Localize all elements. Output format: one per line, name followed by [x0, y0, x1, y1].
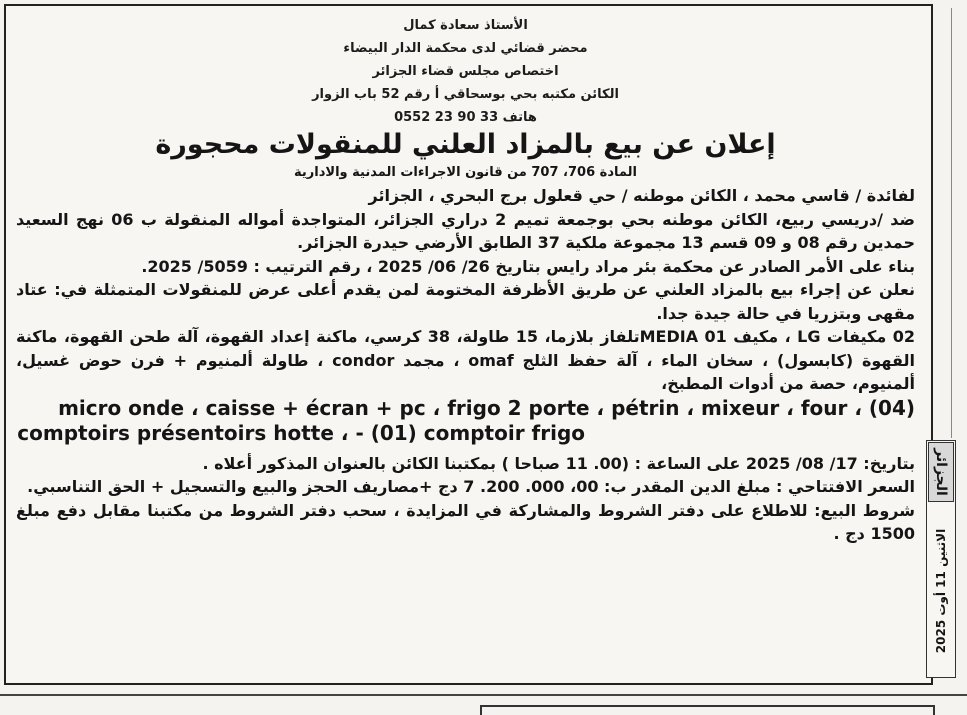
next-notice-box-edge: [480, 705, 935, 715]
notice-footer: [16, 452, 915, 546]
sale-date-paragraph: بتاريخ: 17/ 08/ 2025 على الساعة : (00. 11 صباحا ) بمكتبنا الكائن بالعنوان المذكور أعلاه .: [202, 453, 915, 473]
court-order-paragraph: بناء على الأمر الصادر عن محكمة بئر مراد رايس بتاريخ 26/ 06/ 2025 ، رقم الترتيب : 5059/ 2025.: [141, 256, 915, 276]
bailiff-name: الأستاذ سعادة كمال: [403, 18, 528, 33]
legal-article: المادة 706، 707 من قانون الاجراءات المدنية والادارية: [294, 165, 637, 180]
newspaper-side-strip: [926, 440, 956, 678]
items-french-line-1: micro onde ، caisse + écran + pc ، frigo 2 porte ، pétrin ، mixeur ، four ، (04): [58, 395, 915, 420]
announcement-paragraph: نعلن عن إجراء بيع بالمزاد العلني عن طريق الأظرفة المختومة لمن يقدم أعلى عرض للمنقولات المتمثلة في: عتاد مقهى وبتزريا في حالة جيدة جدا.: [16, 280, 915, 323]
notice-body: [16, 14, 915, 396]
bailiff-address: الكائن مكتبه بحي بوسحاقي أ رقم 52 باب الزوار: [312, 87, 619, 102]
issue-date: [929, 507, 953, 675]
bailiff-jurisdiction: اختصاص مجلس قضاء الجزائر: [372, 64, 559, 79]
newspaper-section-label: [928, 442, 954, 502]
page-edge-rule: [951, 8, 952, 438]
notice-title: إعلان عن بيع بالمزاد العلني للمنقولات محجورة: [155, 129, 776, 160]
opening-price-paragraph: السعر الافتتاحي : مبلغ الدين المقدر ب: 00، 000. 200. 7 دج +مصاريف الحجز والبيع والتسجيل + الحق التناسبي.: [27, 477, 915, 496]
legal-notice-box: [4, 4, 933, 685]
page-bottom-rule: [0, 694, 967, 696]
issue-date-text: الاثنين 11 أوت 2025: [934, 528, 948, 654]
bailiff-phone: هاتف 33 90 23 0552: [394, 110, 537, 125]
bailiff-role: محضر قضائي لدى محكمة الدار البيضاء: [343, 41, 588, 56]
beneficiary-paragraph: لفائدة / قاسي محمد ، الكائن موطنه / حي قعلول برج البحري ، الجزائر: [368, 186, 915, 205]
items-french-line-2: comptoirs présentoirs hotte ، - (01) comptoir frigo: [17, 420, 585, 445]
section-label-text: الجزائر: [933, 448, 949, 496]
against-paragraph: ضد /دريسي ربيع، الكائن موطنه بحي بوجمعة تميم 2 دراري الجزائر، المتواجدة أمواله المنقولة ب 06 نهج السعيد حمدين رقم 08 و 09 قسم 13 مجموعة ملكية 37 الطابق الأرضي حيدرة الجزائر.: [16, 209, 915, 252]
items-paragraph: 02 مكيفات LG ، مكيف MEDIA 01تلفاز بلازما، 15 طاولة، 38 كرسي، ماكنة إعداد القهوة، آلة طحن القهوة، ماكنة القهوة (كابسول) ، سخان الماء ، آلة حفظ الثلج omaf ، مجمد condor ، طاولة ألمنيوم + فرن حوض غسيل، ألمنيوم، حصة من أدوات المطبخ،: [16, 327, 916, 393]
sale-conditions-paragraph: شروط البيع: للاطلاع على دفتر الشروط والمشاركة في المزايدة ، سحب دفتر الشروط من مكتبنا مقابل دفع مبلغ 1500 دج .: [16, 500, 915, 543]
